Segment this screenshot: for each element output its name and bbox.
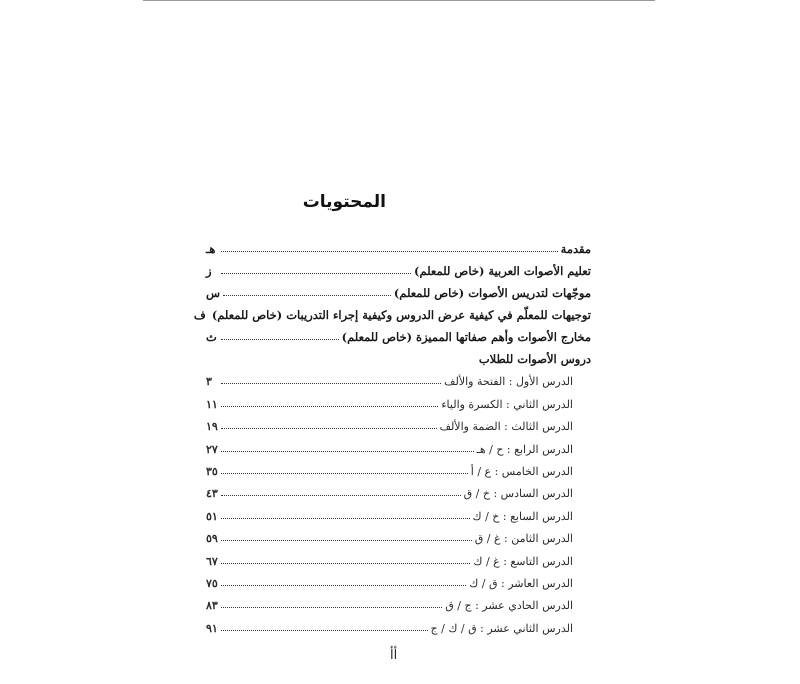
toc-lesson[interactable] <box>206 388 591 410</box>
toc-lesson-page: ٥١ <box>206 509 218 523</box>
toc-lesson-label: الدرس الثامن : غ / ق <box>474 532 573 546</box>
dot-leader <box>223 294 391 296</box>
toc-entry[interactable] <box>193 300 591 322</box>
toc-entry-label: مقدمة <box>560 242 591 256</box>
toc-entry[interactable] <box>206 256 591 278</box>
toc-lesson-label: الدرس السادس : خ / ق <box>463 487 573 501</box>
dot-leader <box>221 517 470 519</box>
toc-lesson[interactable] <box>206 411 591 433</box>
toc-entry-page: ز <box>206 264 212 278</box>
toc-lesson[interactable] <box>206 612 591 634</box>
toc-lesson-label: الدرس الثاني عشر : ق / ك / ج <box>430 621 573 635</box>
toc-lesson[interactable] <box>206 545 591 567</box>
dot-leader <box>221 450 474 452</box>
dot-leader <box>221 584 466 586</box>
page-number: أأ <box>390 648 398 663</box>
section-label: دروس الأصوات للطلاب <box>478 352 591 366</box>
toc-lesson[interactable] <box>206 568 591 590</box>
toc-entry-page: س <box>206 286 221 300</box>
dot-leader <box>221 405 438 407</box>
toc-lesson[interactable] <box>206 500 591 522</box>
toc-lesson-page: ٤٣ <box>206 487 218 501</box>
table-of-contents <box>193 234 591 635</box>
toc-lesson-label: الدرس السابع : خ / ك <box>472 509 573 523</box>
dot-leader <box>221 539 472 541</box>
toc-lesson-label: الدرس الثاني : الكسرة والياء <box>441 397 573 411</box>
toc-lesson-label: الدرس العاشر : ق / ك <box>469 576 573 590</box>
toc-lesson[interactable] <box>206 433 591 455</box>
toc-lesson[interactable] <box>206 523 591 545</box>
toc-lesson-page: ٩١ <box>206 621 218 635</box>
toc-lesson[interactable] <box>206 590 591 612</box>
toc-entry[interactable] <box>206 278 591 300</box>
toc-title: المحتويات <box>302 192 386 212</box>
toc-entry-page: ث <box>206 330 217 344</box>
toc-lesson-label: الدرس الحادي عشر : ج / ق <box>445 599 573 613</box>
toc-lesson[interactable] <box>206 456 591 478</box>
dot-leader <box>221 382 441 384</box>
toc-lesson-page: ١٩ <box>206 420 218 434</box>
dot-leader <box>221 629 428 631</box>
toc-lesson[interactable] <box>206 478 591 500</box>
toc-lesson-label: الدرس الأول : الفتحة والألف <box>444 375 573 389</box>
toc-lesson[interactable] <box>206 366 591 388</box>
toc-lesson-page: ١١ <box>206 397 218 411</box>
toc-lesson-page: ٣٥ <box>206 464 218 478</box>
toc-section-heading <box>206 344 591 366</box>
toc-lesson-label: الدرس الخامس : ع / أ <box>470 464 573 478</box>
dot-leader <box>221 272 411 274</box>
toc-entry-page: هـ <box>206 242 216 256</box>
toc-lesson-label: الدرس الرابع : ح / هـ <box>476 442 573 456</box>
toc-entry-page: ف <box>193 308 206 322</box>
dot-leader <box>221 494 461 496</box>
toc-lesson-label: الدرس الثالث : الضمة والألف <box>439 420 573 434</box>
toc-entry-label: موجّهات لتدريس الأصوات (خاص للمعلم) <box>393 286 591 300</box>
toc-entry-label: مخارج الأصوات وأهم صفاتها المميزة (خاص للمعلم) <box>341 330 591 344</box>
dot-leader <box>221 562 470 564</box>
dot-leader <box>221 338 339 340</box>
toc-lesson-page: ٦٧ <box>206 554 218 568</box>
dot-leader <box>221 606 442 608</box>
toc-entry[interactable] <box>206 234 591 256</box>
dot-leader <box>221 250 558 252</box>
toc-lesson-label: الدرس التاسع : غ / ك <box>473 554 573 568</box>
toc-lesson-page: ٨٣ <box>206 599 218 613</box>
toc-lesson-page: ٢٧ <box>206 442 218 456</box>
dot-leader <box>221 427 437 429</box>
toc-lesson-page: ٣ <box>206 375 212 389</box>
toc-lesson-page: ٥٩ <box>206 532 218 546</box>
toc-entry-label: توجيهات للمعلّم في كيفية عرض الدروس وكيفية إجراء التدريبات (خاص للمعلم) <box>211 308 591 322</box>
toc-lesson-page: ٧٥ <box>206 576 218 590</box>
dot-leader <box>221 472 468 474</box>
toc-entry-label: تعليم الأصوات العربية (خاص للمعلم) <box>414 264 591 278</box>
toc-entry[interactable] <box>206 322 591 344</box>
